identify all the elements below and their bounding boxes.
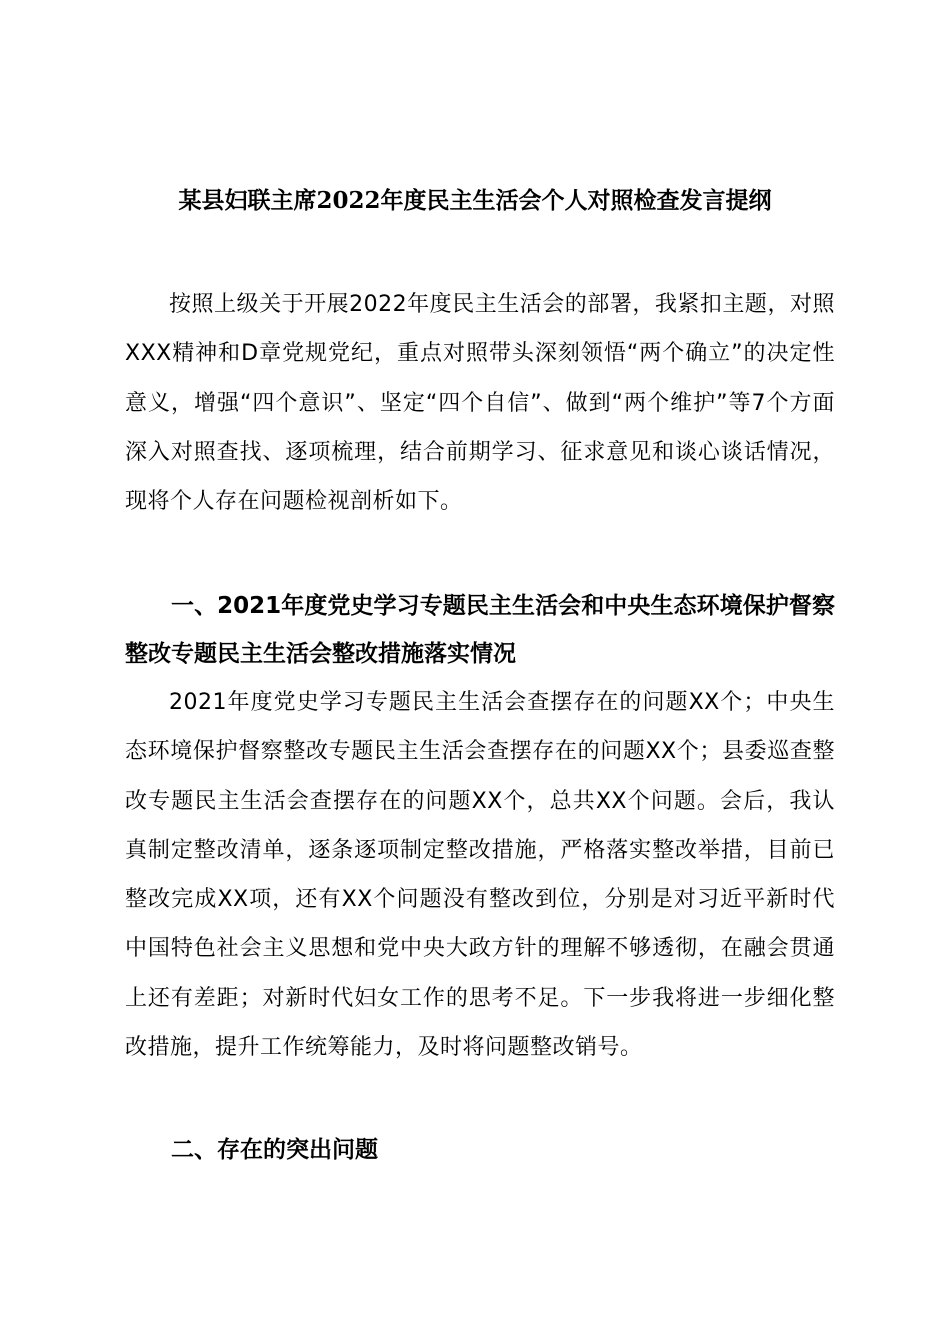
section-heading-2: 二、存在的突出问题 [171,1137,378,1163]
document-title: 某县妇联主席2022年度民主生活会个人对照检查发言提纲 [178,187,772,214]
section-1-paragraph: 2021年度党史学习专题民主生活会查摆存在的问题XX个；中央生态环境保护督察整改专题民主生活会查摆存在的问题XX个；县委巡查整改专题民主生活会查摆存在的问题XX个，总共XX个问题。会后，我认真制定整改清单，逐条逐项制定整改措施，严格落实整改举措，目前已整改完成XX项，还有XX个问题没有整改到位，分别是对习近平新时代中国特色社会主义思想和党中央大政方针的理解不够透彻，在融会贯通上还有差距；对新时代妇女工作的思考不足。下一步我将进一步细化整改措施，提升工作统筹能力，及时将问题整改销号。 [125,690,835,1061]
intro-paragraph: 按照上级关于开展2022年度民主生活会的部署，我紧扣主题，对照XXX精神和D章党规党纪，重点对照带头深刻领悟“两个确立”的决定性意义，增强“四个意识”、坚定“四个自信”、做到“两个维护”等7个方面深入对照查找、逐项梳理，结合前期学习、征求意见和谈心谈话情况，现将个人存在问题检视剖析如下。 [125,292,835,515]
section-heading-1: 一、2021年度党史学习专题民主生活会和中央生态环境保护督察整改专题民主生活会整改措施落实情况 [125,593,835,667]
